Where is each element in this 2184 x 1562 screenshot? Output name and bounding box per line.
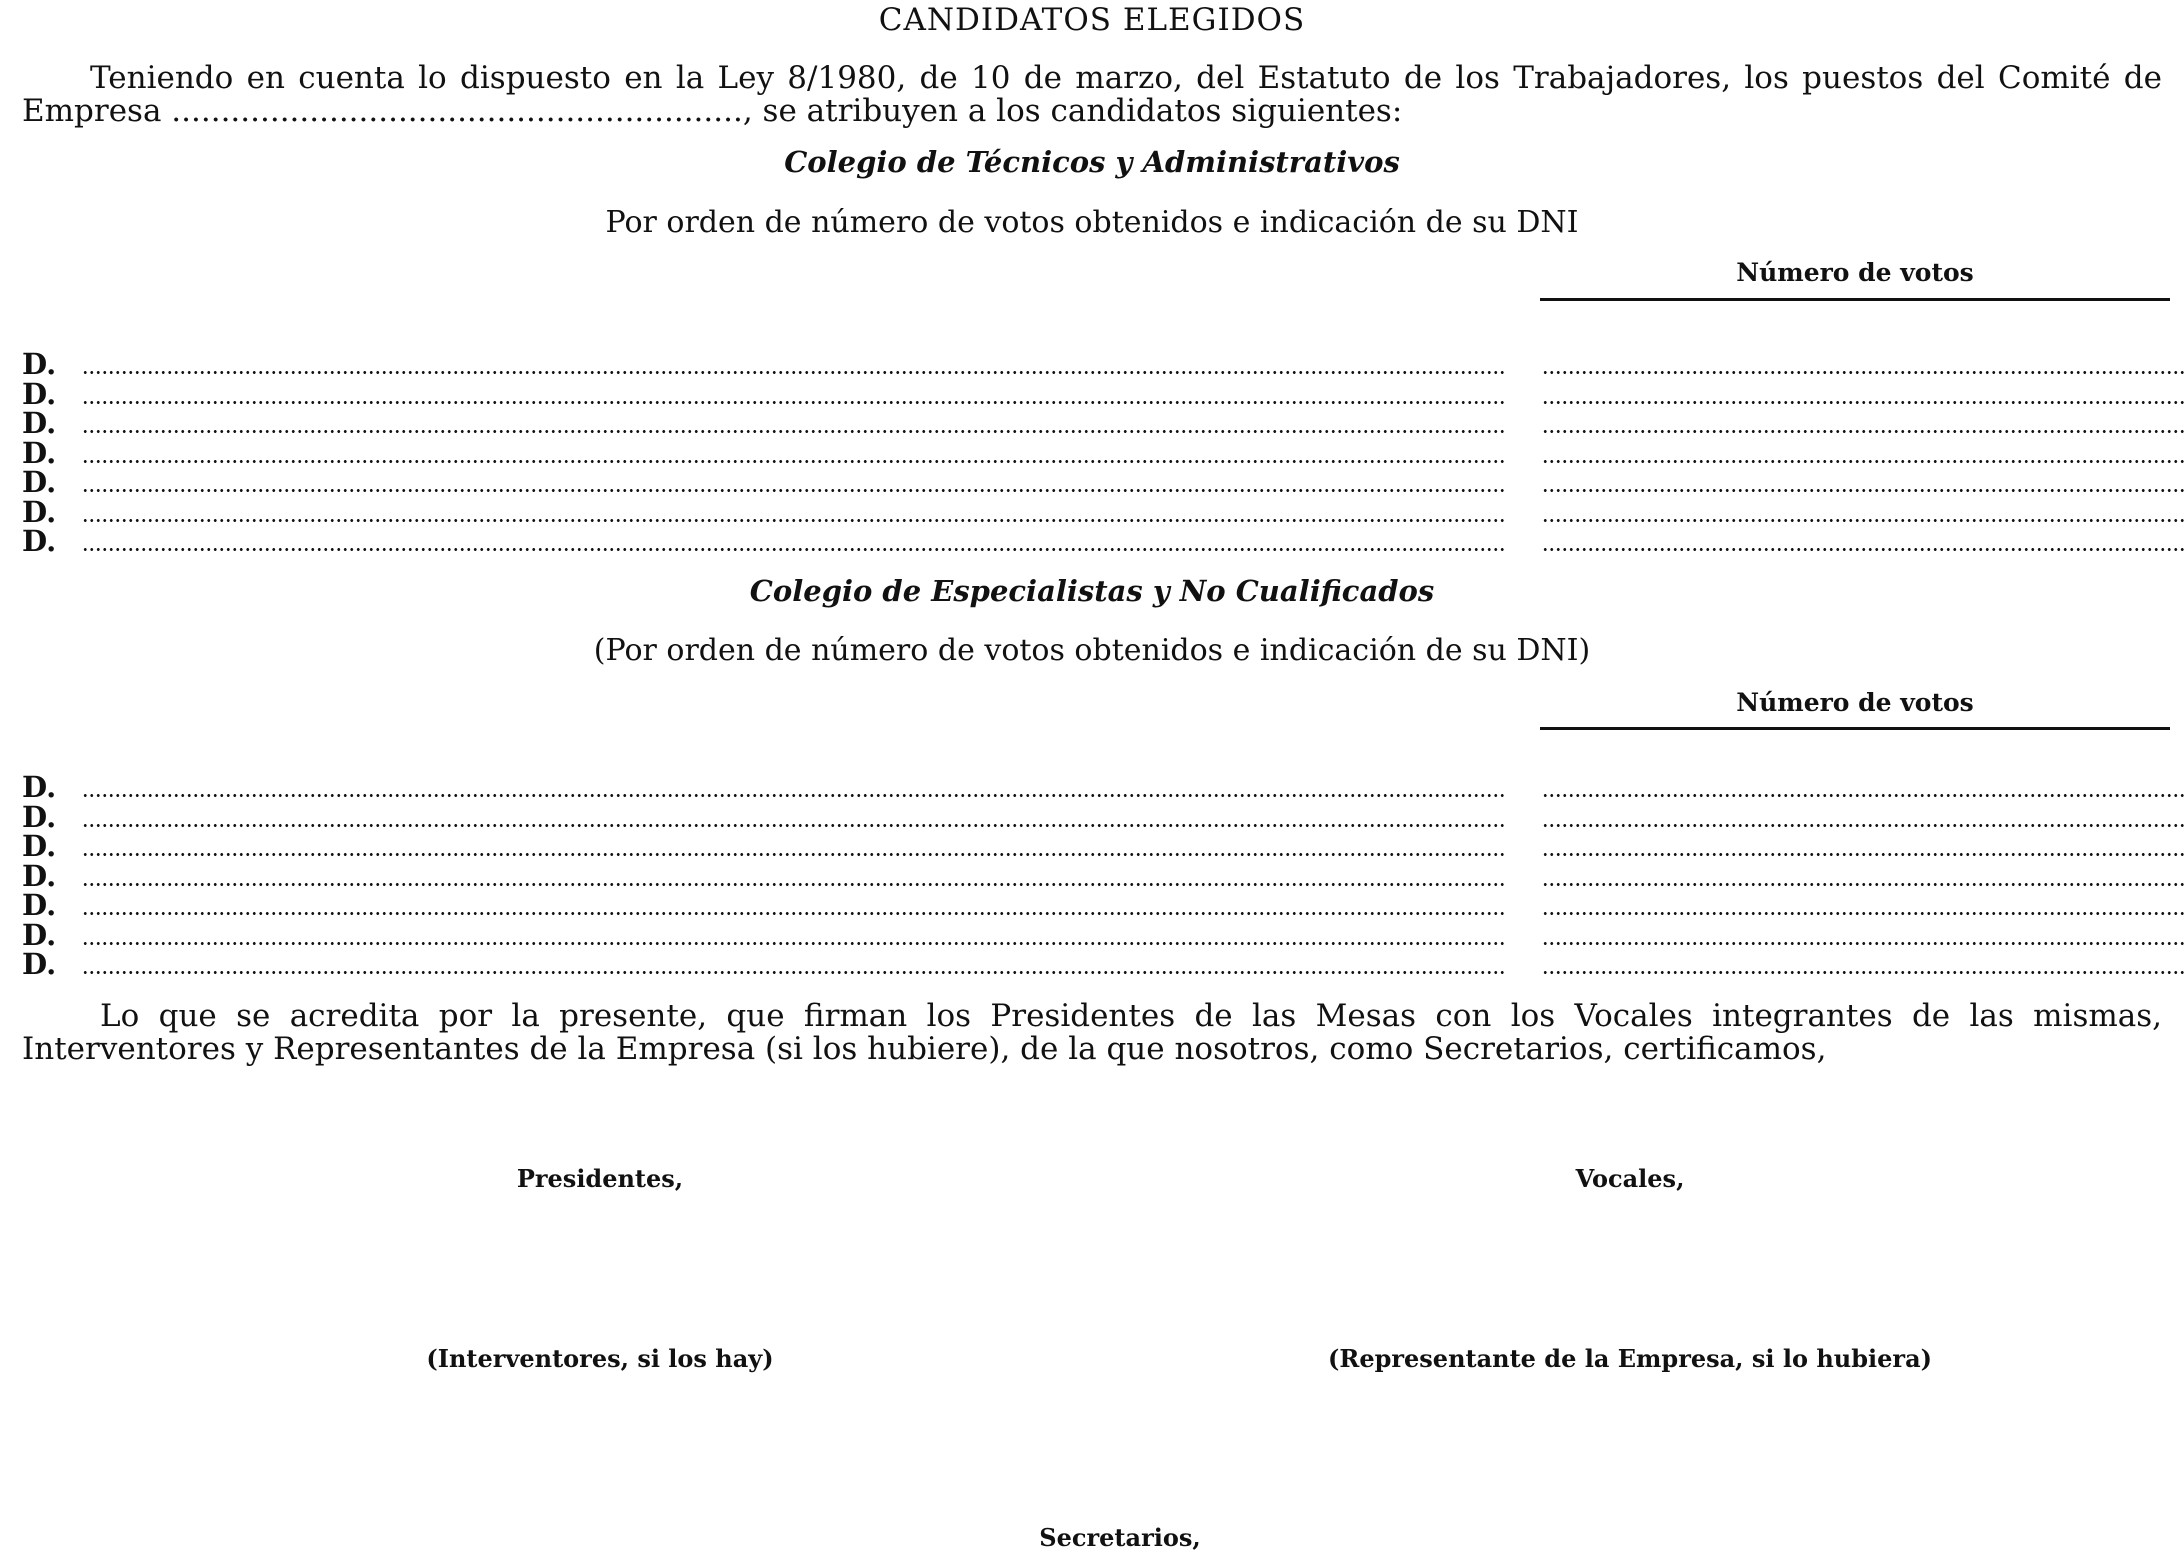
college2-note: (Por orden de número de votos obtenidos e indicación de su DNI) [593, 633, 1591, 668]
interventores-signature-label: (Interventores, si los hay) [426, 1344, 774, 1373]
votes-blank [1542, 823, 2184, 828]
candidate-row [22, 770, 2172, 804]
candidate-row [22, 888, 2172, 922]
name-blank [82, 970, 1505, 975]
row-prefix: D. [22, 494, 57, 529]
presidentes-signature-label: Presidentes, [516, 1164, 684, 1193]
intro-text-start: Teniendo en cuenta lo dispuesto en la Ley 8/1980, de 10 de marzo, del Estatuto de los Trabajadores, los puestos del Comité de Empresa [22, 60, 2162, 129]
candidate-row [22, 947, 2172, 981]
votes-blank [1542, 400, 2184, 405]
college2-votes-header: Número de votos [1736, 688, 1974, 717]
votes-blank [1542, 370, 2184, 375]
row-prefix: D. [22, 917, 57, 952]
college2-heading: Colegio de Especialistas y No Cualificados [749, 574, 1435, 608]
votes-blank [1542, 911, 2184, 916]
college2-votes-rule [1540, 727, 2170, 730]
name-blank [82, 547, 1505, 552]
row-prefix: D. [22, 376, 57, 411]
name-blank [82, 459, 1505, 464]
row-prefix: D. [22, 947, 57, 981]
votes-blank [1542, 882, 2184, 887]
candidate-row [22, 829, 2172, 863]
candidate-row [22, 376, 2172, 411]
name-blank [82, 793, 1505, 798]
row-prefix: D. [22, 524, 57, 558]
candidate-row [22, 406, 2172, 440]
votes-blank [1542, 852, 2184, 857]
name-blank [82, 852, 1505, 857]
college1-heading: Colegio de Técnicos y Administrativos [784, 145, 1400, 179]
row-prefix: D. [22, 465, 57, 499]
name-blank [82, 429, 1505, 434]
company-blank: .........................................................., [171, 93, 753, 129]
intro-paragraph [22, 62, 2162, 128]
votes-blank [1542, 793, 2184, 798]
name-blank [82, 911, 1505, 916]
candidate-row [22, 917, 2172, 952]
college2-candidate-list [22, 770, 2172, 981]
document-title: CANDIDATOS ELEGIDOS [878, 2, 1306, 38]
row-prefix: D. [22, 770, 57, 804]
closing-text: Lo que se acredita por la presente, que firman los Presidentes de las Mesas con los Vocales integrantes de las mismas, Interventores y Representantes de la Empresa (si los hubiere), de la que nosotros, como Secretarios, certificamos, [22, 998, 2162, 1067]
candidate-row [22, 858, 2172, 893]
college1-note: Por orden de número de votos obtenidos e indicación de su DNI [605, 205, 1579, 240]
name-blank [82, 488, 1505, 493]
name-blank [82, 823, 1505, 828]
representante-signature-label: (Representante de la Empresa, si lo hubiera) [1328, 1344, 1932, 1373]
candidate-row [22, 347, 2172, 381]
name-blank [82, 882, 1505, 887]
row-prefix: D. [22, 799, 57, 834]
row-prefix: D. [22, 829, 57, 863]
row-prefix: D. [22, 406, 57, 440]
row-prefix: D. [22, 435, 57, 470]
candidate-row [22, 435, 2172, 470]
row-prefix: D. [22, 888, 57, 922]
candidate-row [22, 465, 2172, 499]
votes-blank [1542, 518, 2184, 523]
name-blank [82, 400, 1505, 405]
closing-paragraph [22, 1000, 2162, 1066]
votes-blank [1542, 547, 2184, 552]
votes-blank [1542, 941, 2184, 946]
votes-blank [1542, 429, 2184, 434]
name-blank [82, 518, 1505, 523]
row-prefix: D. [22, 858, 57, 893]
votes-blank [1542, 459, 2184, 464]
secretarios-signature-label: Secretarios, [1039, 1523, 1201, 1552]
college1-votes-header: Número de votos [1736, 258, 1974, 287]
name-blank [82, 370, 1505, 375]
votes-blank [1542, 488, 2184, 493]
vocales-signature-label: Vocales, [1575, 1164, 1685, 1193]
row-prefix: D. [22, 347, 57, 381]
intro-text-end: se atribuyen a los candidatos siguientes: [762, 93, 1403, 129]
college1-votes-rule [1540, 298, 2170, 301]
candidate-row [22, 524, 2172, 558]
name-blank [82, 941, 1505, 946]
candidate-row [22, 799, 2172, 834]
votes-blank [1542, 970, 2184, 975]
candidate-row [22, 494, 2172, 529]
college1-candidate-list [22, 347, 2172, 558]
